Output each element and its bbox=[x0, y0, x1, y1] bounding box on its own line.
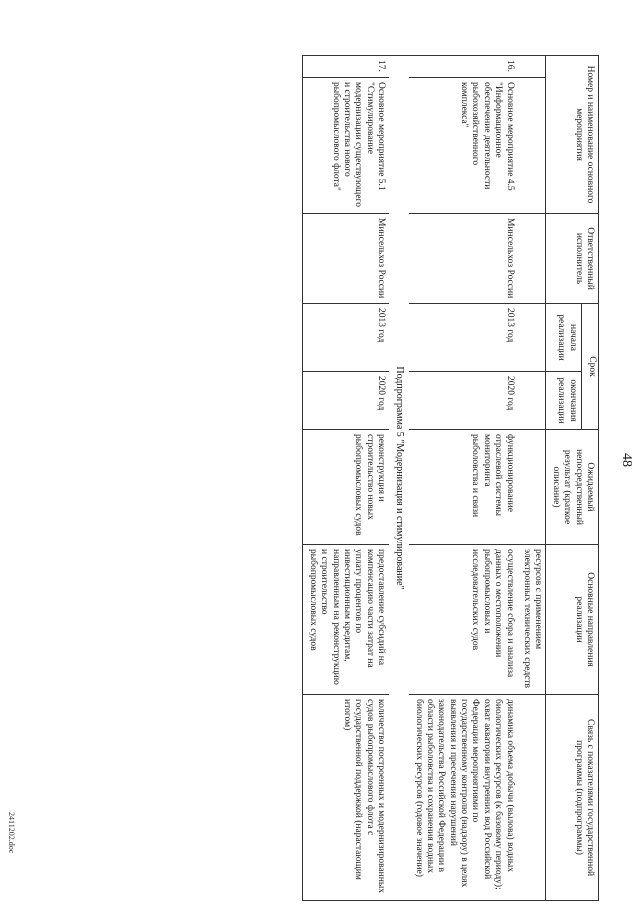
row-link: динамика объема добычи (вылова) водных биологических ресурсов (к базовому периоду); охват акватории внутренних вод Российской Федерации мероприятиями по государственному контролю (надзору) в целях выявления и пресечения нарушений законодательства Российской Федерации в области рыболовства и сохранения водных биологических ресурсов (годовое значение) bbox=[409, 695, 518, 901]
continuation-row bbox=[518, 56, 546, 901]
row-end: 2020 год bbox=[303, 372, 389, 430]
header-term: Срок bbox=[581, 304, 598, 430]
document-code: 2411202.doc bbox=[7, 812, 16, 854]
header-responsible: Ответственный исполнитель bbox=[546, 214, 599, 304]
row-start: 2013 год bbox=[409, 304, 518, 372]
row-link: количество построенных и модернизированных судов рыбопромыслового флота с государственной поддержкой (нарастающим итогом) bbox=[303, 695, 389, 901]
row-number: 17. bbox=[303, 56, 389, 78]
row-result: функционирование отраслевой системы мониторинга рыболовства и связи bbox=[409, 430, 518, 545]
table-row bbox=[409, 56, 518, 901]
header-directions: Основные направления реализации bbox=[546, 545, 599, 695]
row-responsible: Минсельхоз России bbox=[303, 214, 389, 304]
header-end: окончания реализации bbox=[546, 372, 581, 430]
row-directions: предоставление субсидий на компенсацию части затрат на уплату процентов по инвестиционным кредитам, направленным на реконструкцию и строительство рыбопромысловых судов bbox=[303, 545, 389, 695]
header-result: Ожидаемый непосредственный результат (краткое описание) bbox=[546, 430, 599, 545]
table-row bbox=[303, 56, 389, 901]
row-directions: осуществление сбора и анализа данных о местоположении рыбопромысловых и исследовательских судов bbox=[409, 545, 518, 695]
continuation-directions: ресурсов с применением электронных технических средств bbox=[518, 545, 546, 695]
row-name: Основное мероприятие 5.1 "Стимулирование модернизации существующего и строительства нового рыбопромыслового флота" bbox=[303, 78, 389, 214]
header-start: начала реализации bbox=[546, 304, 581, 372]
row-responsible: Минсельхоз России bbox=[409, 214, 518, 304]
subprogram-row bbox=[389, 56, 409, 901]
page-number: 48 bbox=[619, 453, 634, 467]
subprogram-title: Подпрограмма 5 "Модернизация и стимулирование" bbox=[389, 56, 409, 901]
header-link: Связь с показателями государственной программы (подпрограммы) bbox=[546, 695, 599, 901]
row-start: 2013 год bbox=[303, 304, 389, 372]
row-end: 2020 год bbox=[409, 372, 518, 430]
row-name: Основное мероприятие 4.5 "Информационное обеспечение деятельности рыбохозяйственного комплекса" bbox=[409, 78, 518, 214]
row-number: 16. bbox=[409, 56, 518, 78]
row-result: реконструкция и строительство новых рыбопромысловых судов bbox=[303, 430, 389, 545]
header-row-1 bbox=[581, 56, 598, 901]
measures-table bbox=[302, 55, 599, 901]
header-name: Номер и наименование основного мероприятия bbox=[546, 56, 599, 214]
